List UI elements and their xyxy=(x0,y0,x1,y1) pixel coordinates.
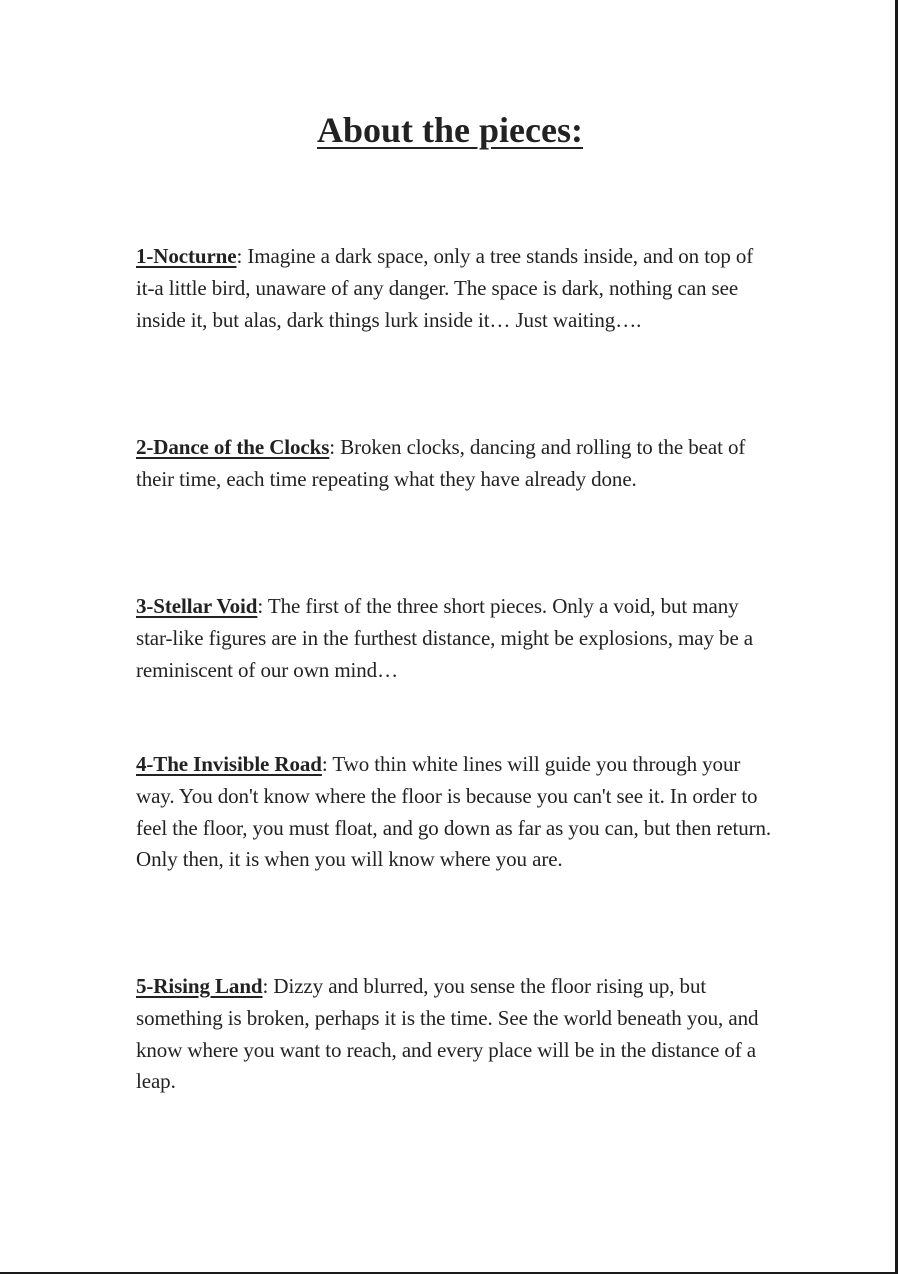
piece-name: 5-Rising Land xyxy=(136,974,263,998)
piece-description-stellar-void xyxy=(136,591,776,686)
piece-description-rising-land xyxy=(136,971,776,1098)
piece-text: Dizzy and blurred, you sense the floor rising up, but something is broken, perhaps it is the time. See the world beneath you, and know where you want to reach, and every place will be in the distance of a leap. xyxy=(136,974,759,1094)
piece-text: Two thin white lines will guide you through your way. You don't know where the floor is because you can't see it. In order to feel the floor, you must float, and go down as far as you can, but then return. Only then, it is when you will know where you are. xyxy=(136,752,772,872)
piece-description-the-invisible-road xyxy=(136,749,776,876)
piece-separator: : xyxy=(329,435,336,459)
page-title-text: About the pieces: xyxy=(317,110,583,150)
piece-name: 2-Dance of the Clocks xyxy=(136,435,330,459)
piece-separator: : xyxy=(321,752,328,776)
piece-separator: : xyxy=(236,244,243,268)
piece-name: 4-The Invisible Road xyxy=(136,752,322,776)
piece-description-dance-of-the-clocks xyxy=(136,432,776,496)
piece-separator: : xyxy=(262,974,269,998)
page-title xyxy=(0,108,900,152)
piece-name: 1-Nocturne xyxy=(136,244,237,268)
piece-separator: : xyxy=(257,594,264,618)
piece-text: Imagine a dark space, only a tree stands inside, and on top of it-a little bird, unaware of any danger. The space is dark, nothing can see inside it, but alas, dark things lurk inside it… Just waiting…. xyxy=(136,244,754,332)
piece-name: 3-Stellar Void xyxy=(136,594,258,618)
piece-text: Broken clocks, dancing and rolling to the beat of their time, each time repeating what they have already done. xyxy=(136,435,746,491)
piece-text: The first of the three short pieces. Only a void, but many star-like figures are in the furthest distance, might be explosions, may be a reminiscent of our own mind… xyxy=(136,594,754,682)
piece-description-nocturne xyxy=(136,241,776,336)
